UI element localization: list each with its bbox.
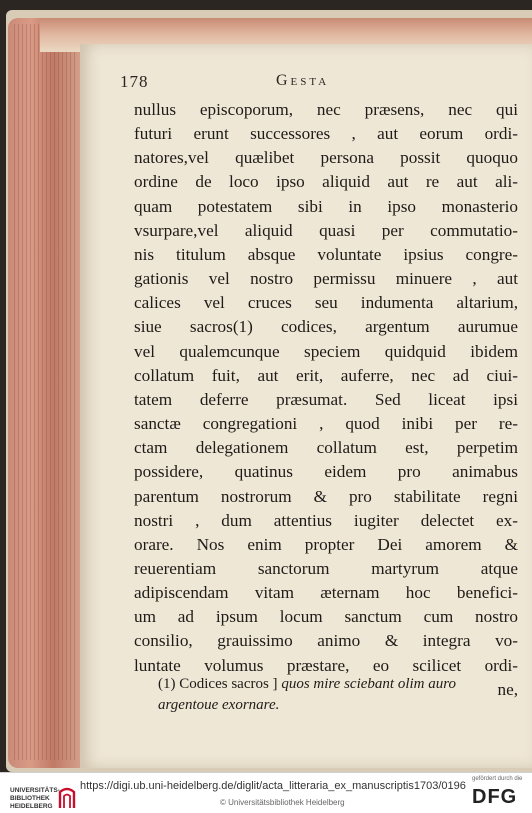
text-line: orare. Nos enim propter Dei amorem & bbox=[134, 534, 518, 554]
library-mark-icon bbox=[58, 786, 76, 810]
library-logo bbox=[4, 779, 74, 809]
library-name: UNIVERSITÄTS-BIBLIOTHEK HEIDELBERG bbox=[10, 787, 60, 810]
footnote bbox=[158, 674, 518, 716]
text-line: natores,vel quælibet persona possit quoquo bbox=[134, 148, 518, 168]
text-line: sanctæ congregationi , quod inibi per re- bbox=[134, 414, 518, 434]
text-line: ctam delegationem collatum est, perpetim bbox=[134, 438, 518, 458]
text-line: ne, bbox=[497, 679, 518, 699]
text-line: ordine de loco ipso aliquid aut re aut ali- bbox=[134, 172, 518, 192]
text-line: possidere, quatinus eidem pro animabus bbox=[134, 462, 518, 482]
document-url-link[interactable]: https://digi.ub.uni-heidelberg.de/diglit/acta_litteraria_ex_manuscriptis1703/0196 bbox=[80, 780, 466, 792]
text-line: parentum nostrorum & pro stabilitate regni bbox=[134, 486, 518, 506]
text-line: futuri erunt successores , aut eorum ordi- bbox=[134, 124, 518, 144]
dfg-funding-logo bbox=[470, 776, 530, 812]
text-line: nis titulum absque voluntate ipsius congre- bbox=[134, 244, 518, 264]
text-line: nostri , dum attentius iugiter delectet ex- bbox=[134, 510, 518, 530]
text-line: vsurpare,vel aliquid quasi per commutatio- bbox=[134, 220, 518, 240]
funded-by-label: gefördert durch die bbox=[472, 776, 523, 782]
copyright-notice: © Universitätsbibliothek Heidelberg bbox=[220, 798, 345, 807]
footnote-mark: (1) bbox=[158, 676, 176, 692]
footnote-lemma: Codices sacros ] bbox=[179, 676, 278, 692]
viewer-footer bbox=[0, 772, 532, 813]
text-line: nullus episcoporum, nec præsens, nec qui bbox=[134, 100, 518, 119]
page-header bbox=[116, 72, 516, 94]
text-line: quam potestatem sibi in ipso monasterio bbox=[134, 196, 518, 216]
text-line: um ad ipsum locum sanctum cum nostro bbox=[134, 607, 518, 627]
text-line: calices vel cruces seu indumenta altarium, bbox=[134, 293, 518, 313]
running-head: Gesta bbox=[276, 72, 330, 89]
text-line: tatem deferre præsumat. Sed liceat ipsi bbox=[134, 389, 518, 409]
page-edge-lines bbox=[14, 24, 78, 760]
footnote-comment: quos mire sciebant olim auro argentoue exornare. bbox=[158, 676, 457, 713]
text-line: consilio, grauissimo animo & integra vo- bbox=[134, 631, 518, 651]
body-text bbox=[134, 98, 518, 702]
text-line: reuerentiam sanctorum martyrum atque bbox=[134, 558, 518, 578]
text-line: siue sacros(1) codices, argentum aurumue bbox=[134, 317, 518, 337]
text-line: collatum fuit, aut erit, auferre, nec ad ciui- bbox=[134, 365, 518, 385]
text-line: luntate volumus præstare, eo scilicet ordi- bbox=[134, 655, 518, 675]
text-line: vel qualemcunque speciem quidquid ibidem bbox=[134, 341, 518, 361]
page-number: 178 bbox=[120, 72, 149, 91]
text-line: adipiscendam vitam æternam hoc benefici- bbox=[134, 583, 518, 603]
dfg-logo-text: DFG bbox=[472, 786, 518, 808]
text-line: gationis vel nostro permissu minuere , aut bbox=[134, 269, 518, 289]
